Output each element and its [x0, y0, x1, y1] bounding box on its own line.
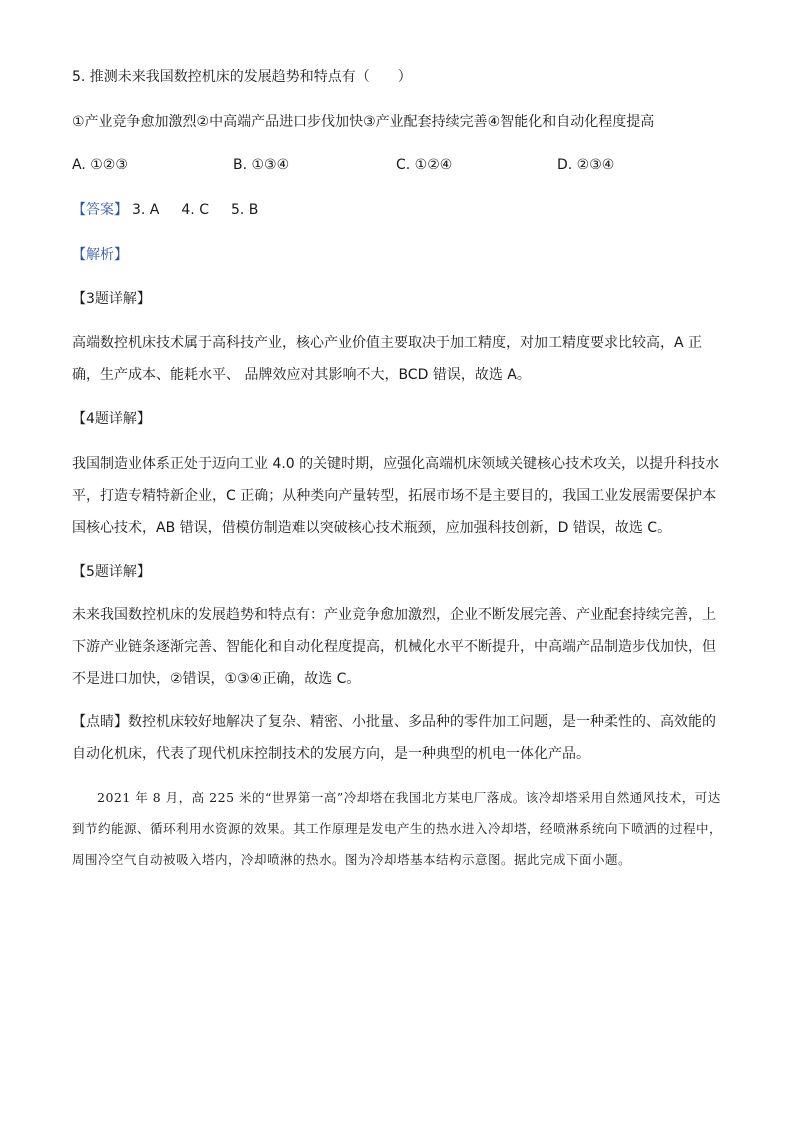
answer-line: [72, 200, 280, 220]
q4-heading: 【4题详解】: [72, 411, 151, 427]
option-c: C. ①②④: [396, 157, 453, 173]
q3-heading: 【3题详解】: [72, 291, 151, 307]
option-d: D. ②③④: [557, 157, 615, 173]
question-5-statements: ①产业竞争愈加激烈②中高端产品进口步伐加快③产业配套持续完善④智能化和自动化程度提高: [72, 114, 655, 130]
answer-item: 5. B: [230, 202, 259, 218]
cooling-tower-passage: 2021 年 8 月，高 225 米的“世界第一高”冷却塔在我国北方某电厂落成。该冷却塔采用自然通风技术，可达到节约能源、循环利用水资源的效果。其工作原理是发电产生的热水进入冷却塔，经喷淋系统向下喷洒的过程中，周围冷空气自动被吸入塔内，冷却喷淋的热水。图为冷却塔基本结构示意图。据此完成下面小题。: [72, 790, 723, 867]
answer-item: 4. C: [181, 202, 209, 218]
q5-explanation: 未来我国数控机床的发展趋势和特点有：产业竞争愈加激烈，企业不断发展完善、产业配套持续完善，上下游产业链条逐渐完善、智能化和自动化程度提高，机械化水平不断提升，中高端产品制造步伐加快，但不是进口加快，②错误，①③④正确，故选 C。: [72, 607, 716, 687]
answer-label: 【答案】: [72, 202, 128, 218]
q4-explanation: 我国制造业体系正处于迈向工业 4.0 的关键时期，应强化高端机床领域关键核心技术攻关，以提升科技水平，打造专精特新企业，C 正确；从种类向产量转型，拓展市场不是主要目的，我国工业发展需要保护本国核心技术，AB 错误，借模仿制造难以突破核心技术瓶颈，应加强科技创新，D 错误，故选 C。: [72, 456, 720, 536]
tip-text: 数控机床较好地解决了复杂、精密、小批量、多品种的零件加工问题，是一种柔性的、高效能的自动化机床，代表了现代机床控制技术的发展方向，是一种典型的机电一体化产品。: [72, 714, 716, 762]
analysis-label: 【解析】: [72, 247, 128, 263]
option-a: A. ①②③: [72, 157, 128, 173]
option-b: B. ①③④: [233, 157, 290, 173]
tip-label: 【点睛】: [72, 714, 128, 730]
answer-item: 3. A: [132, 202, 160, 218]
q5-heading: 【5题详解】: [72, 564, 151, 580]
q3-explanation: 高端数控机床技术属于高科技产业，核心产业价值主要取决于加工精度，对加工精度要求比较高，A 正确，生产成本、能耗水平、 品牌效应对其影响不大，BCD 错误，故选 A。: [72, 335, 703, 383]
tip-paragraph: [72, 706, 722, 770]
question-5-stem: 5. 推测未来我国数控机床的发展趋势和特点有（ ）: [72, 69, 412, 85]
answer-items: [132, 202, 280, 218]
